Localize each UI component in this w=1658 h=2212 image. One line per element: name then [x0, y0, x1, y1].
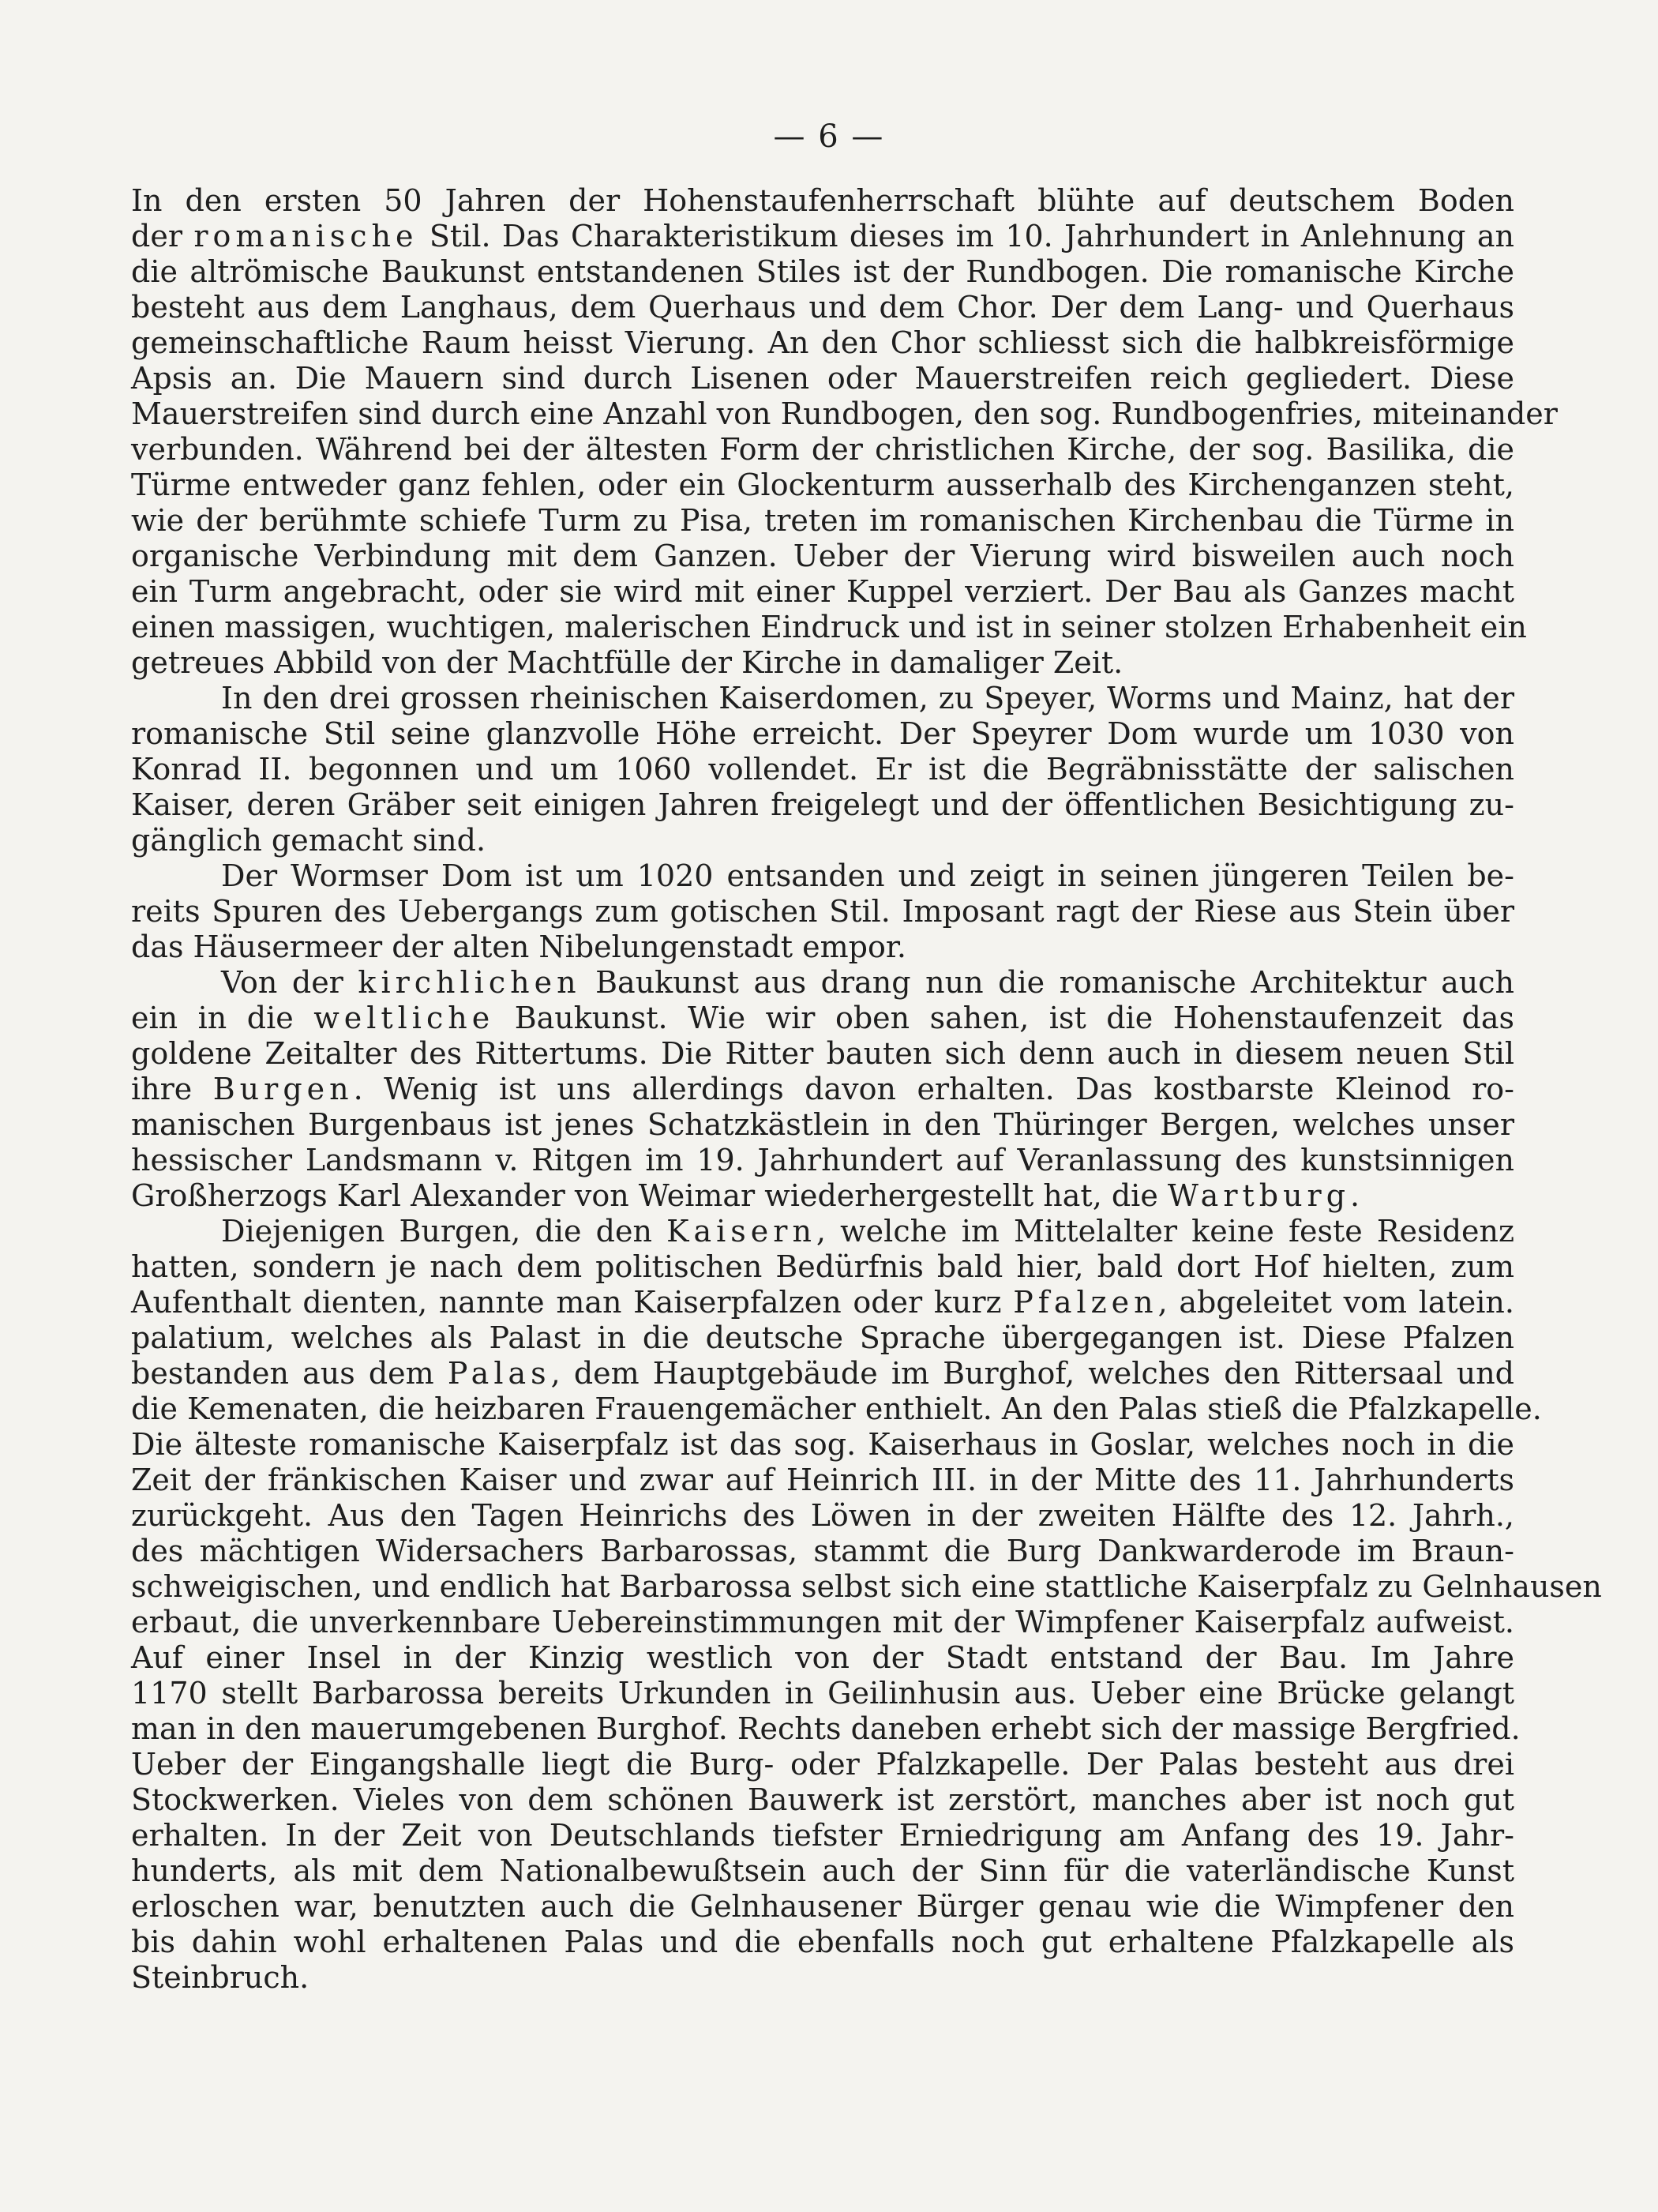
text-line: Türme entweder ganz fehlen, oder ein Glockenturm ausserhalb des Kirchenganzen steht,	[131, 468, 1514, 502]
text-line: Kaiser, deren Gräber seit einigen Jahren freigelegt und der öffentlichen Besichtigung zu-	[131, 787, 1514, 822]
text-line: Zeit der fränkischen Kaiser und zwar auf Heinrich III. in der Mitte des 11. Jahrhunderts	[131, 1463, 1514, 1497]
text-line: palatium, welches als Palast in die deutsche Sprache übergegangen ist. Diese Pfalzen	[131, 1320, 1514, 1355]
text-line: ein Turm angebracht, oder sie wird mit einer Kuppel verziert. Der Bau als Ganzes macht	[131, 574, 1514, 609]
text-line: der romanische Stil. Das Charakteristikum dieses im 10. Jahrhundert in Anlehnung an	[131, 219, 1515, 253]
text-line: ihre Burgen. Wenig ist uns allerdings davon erhalten. Das kostbarste Kleinod ro-	[131, 1072, 1515, 1106]
text-line: schweigischen, und endlich hat Barbarossa selbst sich eine stattliche Kaiserpfalz zu Gelnhausen	[131, 1569, 1602, 1604]
emphasized-word: Wartburg	[1167, 1178, 1351, 1213]
emphasized-word: kirchlichen	[358, 965, 581, 1000]
text-line: verbunden. Während bei der ältesten Form der christlichen Kirche, der sog. Basilika, die	[131, 432, 1514, 467]
text-line: Die älteste romanische Kaiserpfalz ist das sog. Kaiserhaus in Goslar, welches noch in die	[131, 1427, 1514, 1462]
text-line: Diejenigen Burgen, die den Kaisern, welche im Mittelalter keine feste Residenz	[221, 1214, 1514, 1249]
text-line: Auf einer Insel in der Kinzig westlich von der Stadt entstand der Bau. Im Jahre	[131, 1640, 1514, 1675]
emphasized-word: Kaisern	[666, 1214, 816, 1249]
text-line: erbaut, die unverkennbare Uebereinstimmungen mit der Wimpfener Kaiserpfalz aufweist.	[131, 1605, 1514, 1639]
text-line: Von der kirchlichen Baukunst aus drang nun die romanische Architektur auch	[221, 965, 1515, 1000]
text-line: ein in die weltliche Baukunst. Wie wir oben sahen, ist die Hohenstaufenzeit das	[131, 1001, 1514, 1035]
emphasized-word: romanische	[193, 219, 418, 253]
text-line: In den drei grossen rheinischen Kaiserdomen, zu Speyer, Worms und Mainz, hat der	[221, 681, 1514, 715]
text-line: erloschen war, benutzten auch die Gelnhausener Bürger genau wie die Wimpfener den	[131, 1889, 1514, 1924]
text-line: reits Spuren des Uebergangs zum gotischen Stil. Imposant ragt der Riese aus Stein über	[131, 894, 1514, 929]
body-text	[131, 183, 1602, 1996]
text-line: Stockwerken. Vieles von dem schönen Bauwerk ist zerstört, manches aber ist noch gut	[131, 1782, 1514, 1817]
text-line: das Häusermeer der alten Nibelungenstadt empor.	[131, 929, 906, 964]
text-line: besteht aus dem Langhaus, dem Querhaus und dem Chor. Der dem Lang- und Querhaus	[131, 290, 1514, 325]
text-line: Konrad II. begonnen und um 1060 vollendet. Er ist die Begräbnisstätte der salischen	[131, 752, 1514, 787]
text-line: erhalten. In der Zeit von Deutschlands tiefster Erniedrigung am Anfang des 19. Jahr-	[131, 1818, 1514, 1853]
text-line: des mächtigen Widersachers Barbarossas, stammt die Burg Dankwarderode im Braun-	[131, 1534, 1514, 1568]
text-line: zurückgeht. Aus den Tagen Heinrichs des Löwen in der zweiten Hälfte des 12. Jahrh.,	[131, 1498, 1514, 1533]
text-line: die Kemenaten, die heizbaren Frauengemächer enthielt. An den Palas stieß die Pfalzkapelle.	[131, 1391, 1542, 1426]
emphasized-word: Palas	[447, 1356, 551, 1391]
text-line: romanische Stil seine glanzvolle Höhe erreicht. Der Speyrer Dom wurde um 1030 von	[131, 716, 1514, 751]
text-line: Apsis an. Die Mauern sind durch Lisenen oder Mauerstreifen reich gegliedert. Diese	[131, 361, 1514, 396]
emphasized-word: weltliche	[313, 1001, 495, 1035]
text-line: man in den mauerumgebenen Burghof. Rechts daneben erhebt sich der massige Bergfried.	[131, 1711, 1521, 1746]
text-line: Mauerstreifen sind durch eine Anzahl von Rundbogen, den sog. Rundbogenfries, miteinander	[131, 396, 1558, 431]
text-line: goldene Zeitalter des Rittertums. Die Ritter bauten sich denn auch in diesem neuen Stil	[131, 1036, 1514, 1071]
text-line: Ueber der Eingangshalle liegt die Burg- oder Pfalzkapelle. Der Palas besteht aus drei	[131, 1747, 1514, 1782]
emphasized-word: Burgen	[212, 1072, 354, 1106]
text-line: getreues Abbild von der Machtfülle der Kirche in damaliger Zeit.	[131, 645, 1123, 680]
text-line: hatten, sondern je nach dem politischen Bedürfnis bald hier, bald dort Hof hielten, zum	[131, 1249, 1514, 1284]
text-line: gänglich gemacht sind.	[131, 823, 486, 858]
text-line: einen massigen, wuchtigen, malerischen Eindruck und ist in seiner stolzen Erhabenheit ein	[131, 610, 1527, 644]
text-line: organische Verbindung mit dem Ganzen. Ueber der Vierung wird bisweilen auch noch	[131, 539, 1514, 573]
text-line: hessischer Landsmann v. Ritgen im 19. Jahrhundert auf Veranlassung des kunstsinnigen	[131, 1143, 1514, 1177]
text-line: bis dahin wohl erhaltenen Palas und die ebenfalls noch gut erhaltene Pfalzkapelle als	[131, 1925, 1514, 1959]
text-line: wie der berühmte schiefe Turm zu Pisa, treten im romanischen Kirchenbau die Türme in	[131, 503, 1514, 538]
text-line: bestanden aus dem Palas, dem Hauptgebäude im Burghof, welches den Rittersaal und	[131, 1356, 1514, 1391]
text-line: Steinbruch.	[131, 1960, 309, 1995]
text-line: Der Wormser Dom ist um 1020 entsanden und zeigt in seinen jüngeren Teilen be-	[221, 858, 1514, 893]
text-line: Aufenthalt dienten, nannte man Kaiserpfalzen oder kurz Pfalzen, abgeleitet vom latein.	[131, 1285, 1514, 1320]
text-line: Großherzogs Karl Alexander von Weimar wiederhergestellt hat, die Wartburg.	[131, 1178, 1360, 1213]
page-number: — 6 —	[773, 118, 885, 155]
emphasized-word: Pfalzen	[1013, 1285, 1158, 1320]
text-line: manischen Burgenbaus ist jenes Schatzkästlein in den Thüringer Bergen, welches unser	[131, 1107, 1514, 1142]
text-line: In den ersten 50 Jahren der Hohenstaufenherrschaft blühte auf deutschem Boden	[131, 183, 1514, 218]
text-line: 1170 stellt Barbarossa bereits Urkunden in Geilinhusin aus. Ueber eine Brücke gelangt	[131, 1676, 1514, 1711]
text-line: die altrömische Baukunst entstandenen Stiles ist der Rundbogen. Die romanische Kirche	[131, 254, 1514, 289]
text-line: gemeinschaftliche Raum heisst Vierung. An den Chor schliesst sich die halbkreisförmige	[131, 325, 1514, 360]
text-line: hunderts, als mit dem Nationalbewußtsein auch der Sinn für die vaterländische Kunst	[131, 1853, 1514, 1888]
